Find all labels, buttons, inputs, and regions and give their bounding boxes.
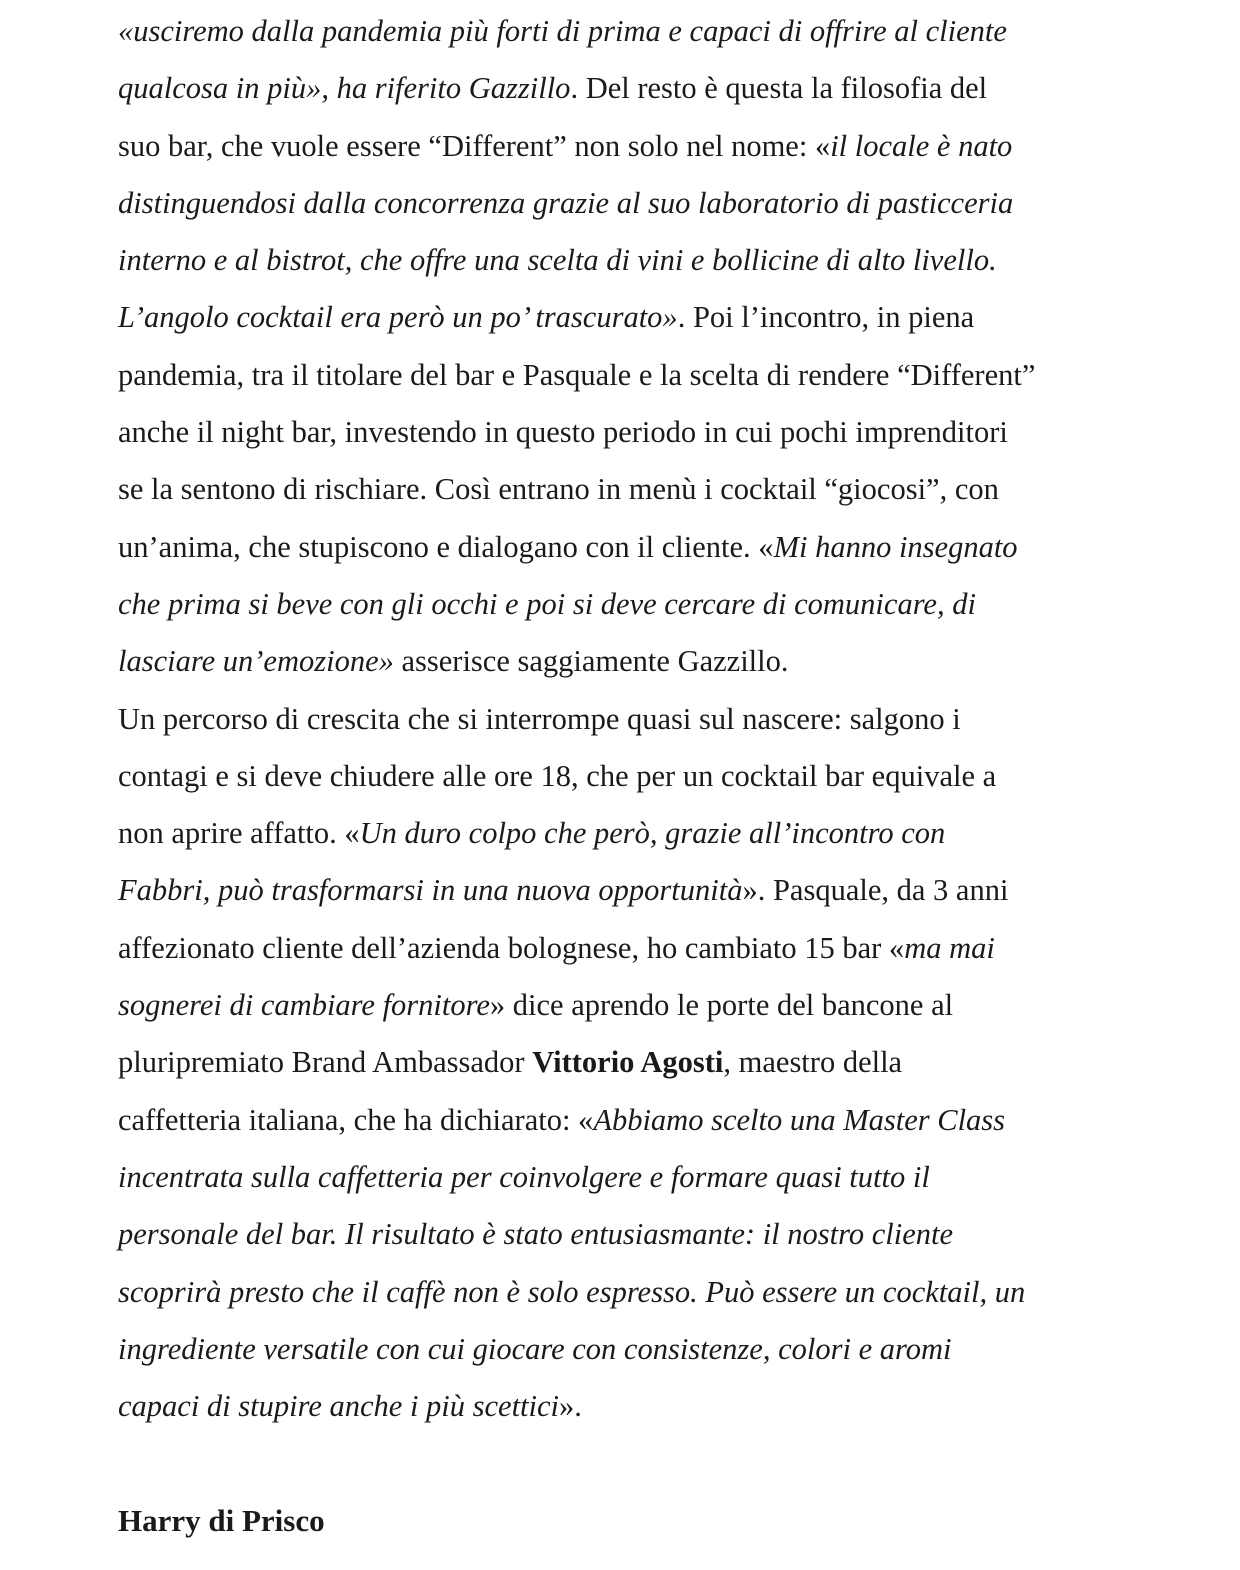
- text-run: pluripremiato Brand Ambassador: [118, 1045, 533, 1080]
- text-run: un’anima, che stupiscono e dialogano con il cliente. «: [118, 529, 774, 564]
- article-line: [118, 580, 1128, 637]
- italic-quote: Un duro colpo che però, grazie all’incontro con: [359, 816, 946, 851]
- article-line: [118, 1210, 1128, 1267]
- italic-quote: ma mai: [904, 930, 995, 965]
- article-line: [118, 179, 1128, 236]
- spacer: [118, 1439, 1128, 1496]
- italic-quote: personale del bar. Il risultato è stato entusiasmante: il nostro cliente: [118, 1217, 954, 1252]
- article-line: [118, 1268, 1128, 1325]
- text-run: contagi e si deve chiudere alle ore 18, che per un cocktail bar equivale a: [118, 758, 997, 793]
- italic-quote: capaci di stupire anche i più scettici: [118, 1389, 560, 1424]
- text-run: pandemia, tra il titolare del bar e Pasquale e la scelta di rendere “Different”: [118, 357, 1036, 392]
- article-line: [118, 637, 1128, 694]
- article-line: [118, 7, 1128, 64]
- text-run: . Poi l’incontro, in piena: [677, 300, 975, 335]
- article-line: [118, 695, 1128, 752]
- article-page: [118, 7, 1128, 1545]
- article-line: [118, 866, 1128, 923]
- article-line: [118, 981, 1128, 1038]
- article-line: [118, 523, 1128, 580]
- text-run: affezionato cliente dell’azienda bolognese, ho cambiato 15 bar «: [118, 930, 905, 965]
- article-line: [118, 236, 1128, 293]
- italic-quote: scoprirà presto che il caffè non è solo espresso. Può essere un cocktail, un: [118, 1274, 1026, 1309]
- text-run: asserisce saggiamente Gazzillo.: [393, 644, 789, 679]
- italic-quote: Abbiamo scelto una Master Class: [593, 1102, 1006, 1137]
- text-run: se la sentono di rischiare. Così entrano in menù i cocktail “giocosi”, con: [118, 472, 999, 507]
- italic-quote: il locale è nato: [830, 128, 1013, 163]
- italic-quote: ingrediente versatile con cui giocare con consistenze, colori e aromi: [118, 1331, 952, 1366]
- italic-quote: Mi hanno insegnato: [773, 529, 1018, 564]
- article-line: [118, 293, 1128, 350]
- text-run: suo bar, che vuole essere “Different” non solo nel nome: «: [118, 128, 831, 163]
- text-run: , maestro della: [723, 1045, 903, 1080]
- article-line: [118, 809, 1128, 866]
- article-line: [118, 1153, 1128, 1210]
- article-line: [118, 351, 1128, 408]
- text-run: ». Pasquale, da 3 anni: [742, 873, 1009, 908]
- text-run: caffetteria italiana, che ha dichiarato: «: [118, 1102, 594, 1137]
- article-line: [118, 1382, 1128, 1439]
- article-line: [118, 1096, 1128, 1153]
- article-line: [118, 408, 1128, 465]
- article-line: [118, 924, 1128, 981]
- italic-quote: sognerei di cambiare fornitore: [118, 988, 490, 1023]
- bold-name: Vittorio Agosti: [532, 1045, 724, 1080]
- article-line: [118, 122, 1128, 179]
- italic-quote: distinguendosi dalla concorrenza grazie al suo laboratorio di pasticceria: [118, 185, 1014, 220]
- article-line: [118, 1038, 1128, 1095]
- text-run: Un percorso di crescita che si interrompe quasi sul nascere: salgono i: [118, 701, 961, 736]
- article-line: [118, 1325, 1128, 1382]
- italic-quote: L’angolo cocktail era però un po’ trascurato»: [118, 300, 678, 335]
- author-signature: Harry di Prisco: [118, 1502, 325, 1538]
- article-line: [118, 64, 1128, 121]
- text-run: non aprire affatto. «: [118, 816, 360, 851]
- article-line: [118, 752, 1128, 809]
- text-run: . Del resto è questa la filosofia del: [570, 71, 988, 106]
- article-body: [118, 7, 1128, 1439]
- italic-quote: interno e al bistrot, che offre una scelta di vini e bollicine di alto livello.: [118, 243, 997, 278]
- article-line: [118, 465, 1128, 522]
- italic-quote: Fabbri, può trasformarsi in una nuova opportunità: [118, 873, 743, 908]
- italic-quote: «usciremo dalla pandemia più forti di prima e capaci di offrire al cliente: [118, 14, 1007, 48]
- text-run: anche il night bar, investendo in questo periodo in cui pochi imprenditori: [118, 415, 1008, 450]
- italic-quote: incentrata sulla caffetteria per coinvolgere e formare quasi tutto il: [118, 1159, 930, 1194]
- italic-quote: che prima si beve con gli occhi e poi si deve cercare di comunicare, di: [118, 586, 976, 621]
- italic-quote: qualcosa in più», ha riferito Gazzillo: [118, 71, 571, 106]
- text-run: » dice aprendo le porte del bancone al: [489, 988, 954, 1023]
- text-run: ».: [559, 1389, 582, 1424]
- italic-quote: lasciare un’emozione»: [118, 644, 394, 679]
